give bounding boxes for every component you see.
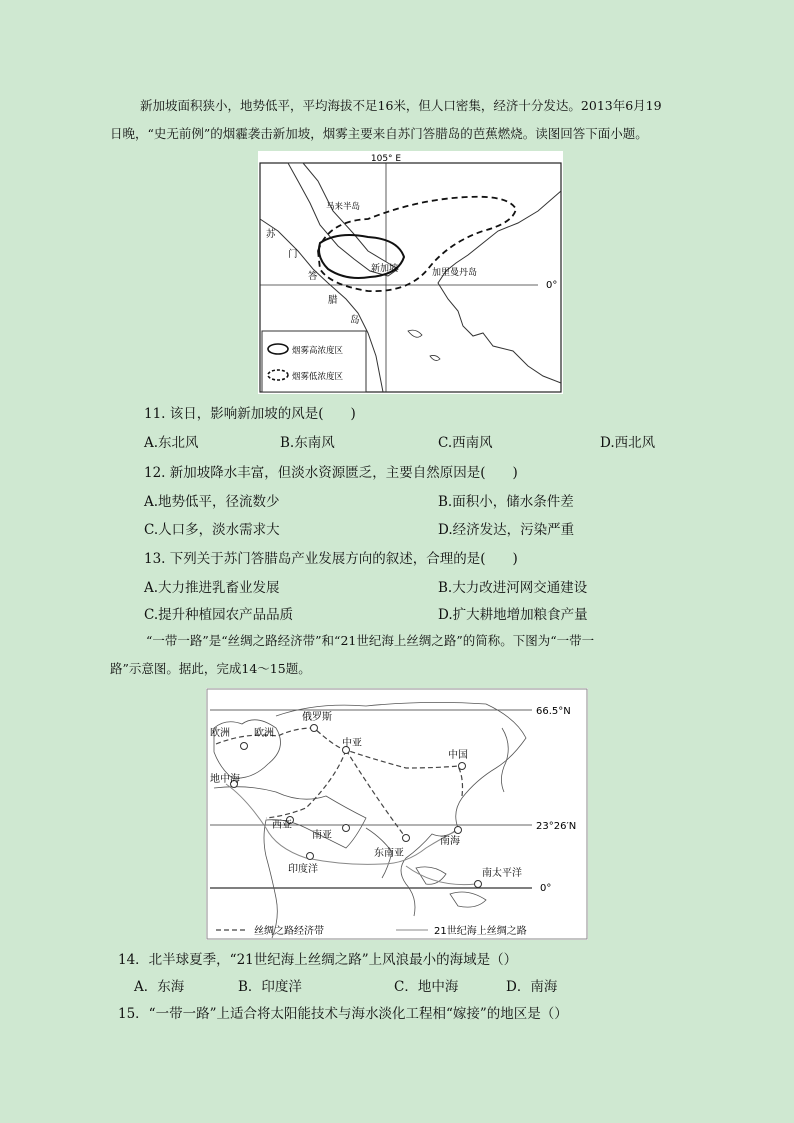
question-14-stem: 14．北半球夏季，“21世纪海上丝绸之路”上风浪最小的海域是（） [118,952,518,968]
legend-low: 烟雾低浓度区 [292,372,344,382]
q14-option-c[interactable]: C．地中海 [394,979,459,995]
q12-option-d[interactable]: D.经济发达，污染严重 [438,522,575,538]
label-china: 中国 [448,750,468,761]
question-11-stem: 11. 该日，影响新加坡的风是( ) [144,406,356,422]
label-central-asia: 中亚 [342,738,362,749]
label-dao: 岛 [350,315,360,326]
question-15-stem: 15．“一带一路”上适合将太阳能技术与海水淡化工程相“嫁接”的地区是（） [118,1006,568,1022]
label-indian-ocean: 印度洋 [288,864,318,875]
legend-high: 烟雾高浓度区 [292,346,344,356]
q14-option-b[interactable]: B．印度洋 [238,979,302,995]
lat-2326: 23°26′N [536,821,577,832]
label-europe-2: 欧洲 [254,728,274,739]
q12-option-c[interactable]: C.人口多，淡水需求大 [144,522,280,538]
q13-option-d[interactable]: D.扩大耕地增加粮食产量 [438,607,588,623]
label-southeast-asia: 东南亚 [374,848,404,859]
lat-label-0: 0° [546,280,558,291]
q13-option-c[interactable]: C.提升种植园农产品品质 [144,607,294,623]
question-12-stem: 12. 新加坡降水丰富，但淡水资源匮乏，主要自然原因是( ) [144,465,518,481]
intro-paragraph-2 [110,627,716,683]
label-singapore: 新加坡 [371,264,399,274]
q11-option-d[interactable]: D.西北风 [600,435,656,451]
label-malay: 马来半岛 [326,202,361,212]
q11-option-b[interactable]: B.东南风 [280,435,335,451]
legend-land: 丝绸之路经济带 [254,926,324,937]
q12-option-b[interactable]: B.面积小，储水条件差 [438,494,574,510]
label-south-pacific: 南太平洋 [482,868,522,879]
label-la: 腊 [328,295,338,306]
label-west-asia: 西亚 [272,820,292,831]
lat-665: 66.5°N [536,706,571,717]
belt-and-road-map [206,688,588,940]
label-south-sea: 南海 [440,836,460,847]
question-13-stem: 13. 下列关于苏门答腊岛产业发展方向的叙述，合理的是( ) [144,551,518,567]
label-kalimantan: 加里曼丹岛 [432,268,478,278]
q12-option-a[interactable]: A.地势低平，径流数少 [144,494,280,510]
lat-0: 0° [540,883,552,894]
singapore-smog-map [258,151,563,394]
singapore-map-svg [258,151,563,394]
label-russia: 俄罗斯 [302,712,332,723]
label-europe-1: 欧洲 [210,728,230,739]
intro2-line1: “一带一路”是“丝绸之路经济带”和“21世纪海上丝绸之路”的简称。下图为“一带一 [146,633,595,648]
q14-option-a[interactable]: A．东海 [134,979,185,995]
label-south-asia: 南亚 [312,830,332,841]
lon-label: 105° E [370,154,402,164]
label-men: 门 [288,249,298,260]
q13-option-b[interactable]: B.大力改进河网交通建设 [438,580,588,596]
intro2-line2: 路”示意图。据此，完成14～15题。 [110,661,311,676]
q13-option-a[interactable]: A.大力推进乳畜业发展 [144,580,280,596]
label-da: 答 [308,271,318,282]
q14-option-d[interactable]: D．南海 [506,979,558,995]
intro1-line1: 新加坡面积狭小，地势低平，平均海拔不足16米，但人口密集，经济十分发达。2013年6月19 [140,98,662,113]
label-su: 苏 [266,229,276,240]
q11-option-c[interactable]: C.西南风 [438,435,493,451]
intro1-line2: 日晚，“史无前例”的烟霾袭击新加坡，烟雾主要来自苏门答腊岛的芭蕉燃烧。读图回答下面小题。 [110,126,648,141]
belt-road-map-svg [206,688,588,940]
legend-sea: 21世纪海上丝绸之路 [434,926,527,937]
q11-option-a[interactable]: A.东北风 [144,435,199,451]
intro-paragraph-1 [110,92,710,148]
label-med: 地中海 [210,774,240,785]
